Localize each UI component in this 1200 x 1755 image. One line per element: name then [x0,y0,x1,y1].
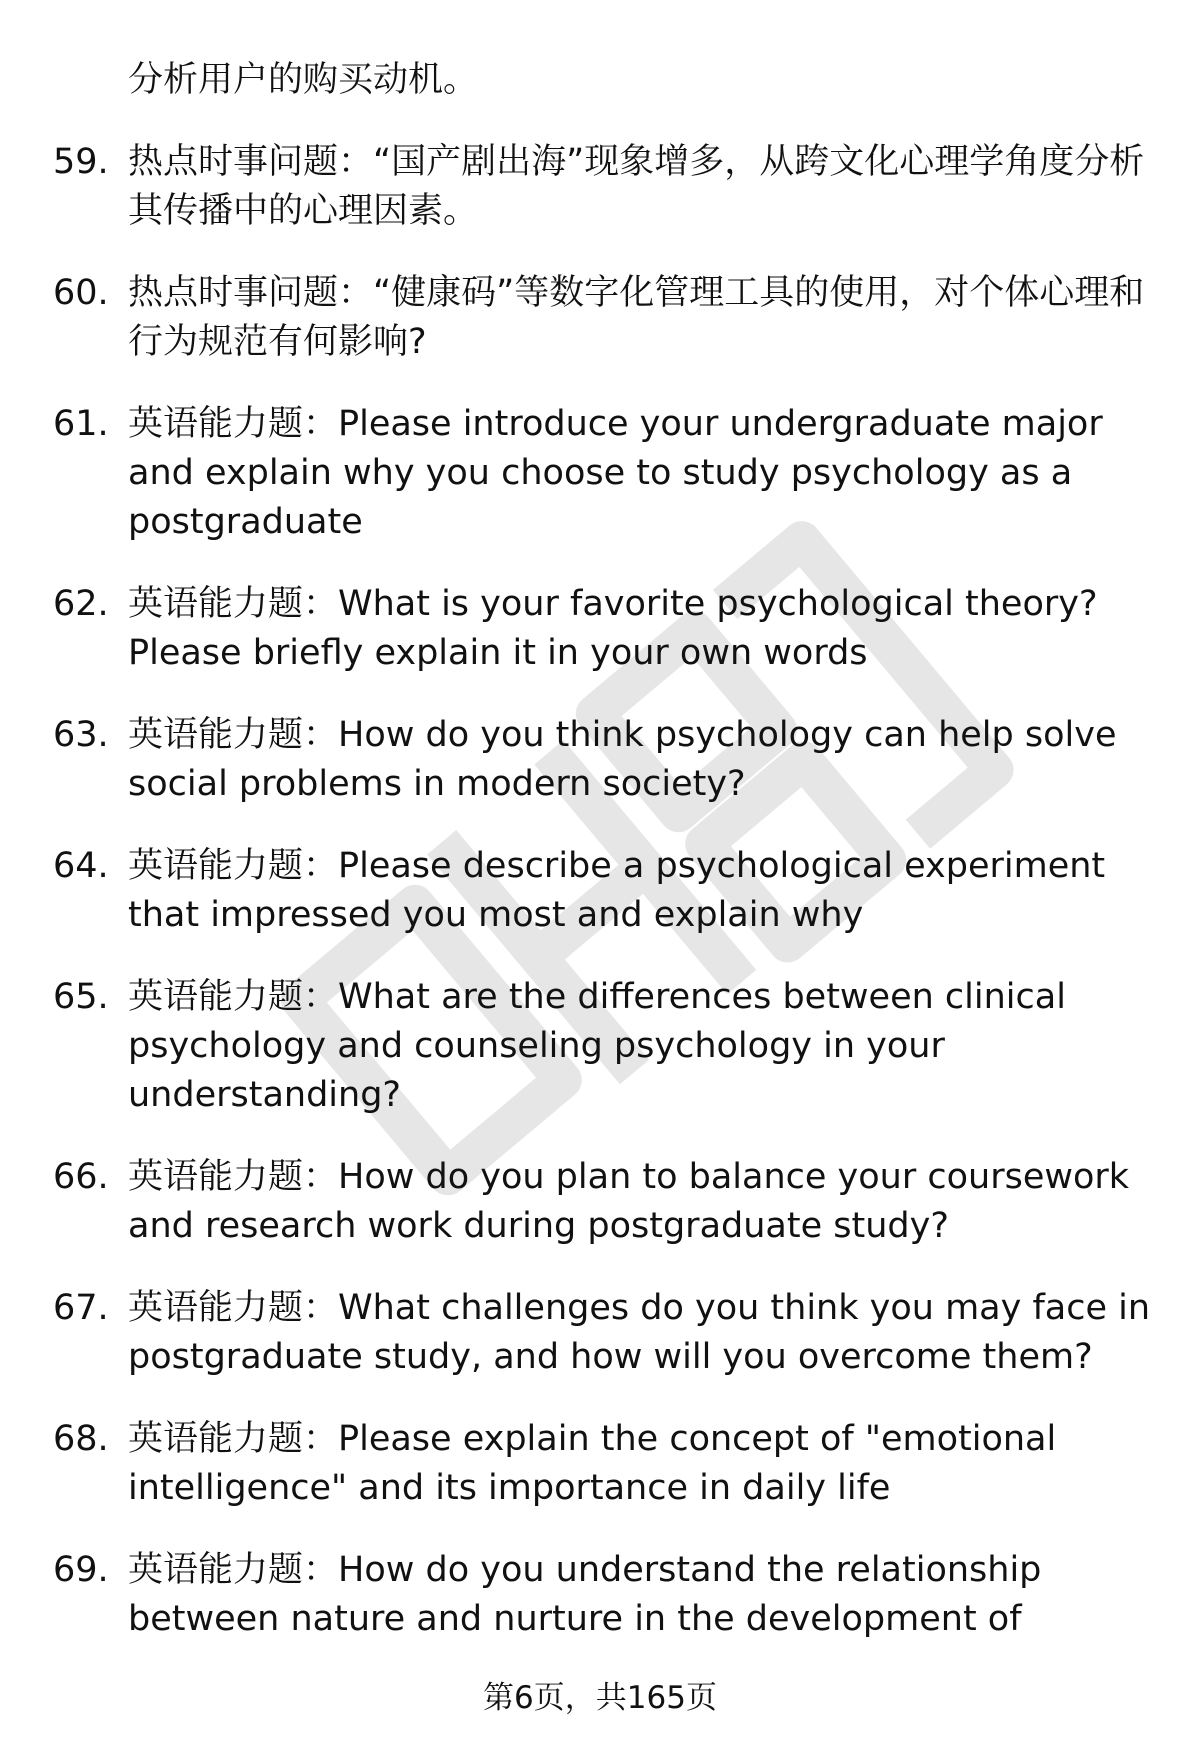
question-number: 61. [53,404,109,444]
question-text: 英语能力题：How do you think psychology can help solve social problems in modern society? [128,715,1117,804]
continuation-text: 分析用户的购买动机。 [128,60,479,100]
question-text: 英语能力题：Please introduce your undergraduate major and explain why you choose to study psychology as a postgraduate [128,404,1103,542]
question-text: 英语能力题：What are the differences between clinical psychology and counseling psychology in your understanding? [128,977,1066,1115]
question-text: 英语能力题：What challenges do you think you may face in postgraduate study, and how will you overcome them? [128,1288,1151,1377]
question-item [0,1284,1200,1382]
question-item [0,1546,1200,1644]
question-item [0,138,1200,236]
question-item [0,973,1200,1120]
question-number: 67. [53,1288,109,1328]
question-list [0,138,1200,1677]
question-text: 英语能力题：How do you plan to balance your coursework and research work during postgraduate study? [128,1157,1130,1246]
question-item [0,842,1200,940]
question-text: 英语能力题：How do you understand the relationship between nature and nurture in the development of [128,1550,1042,1639]
question-item [0,400,1200,547]
question-text: 热点时事问题：“健康码”等数字化管理工具的使用，对个体心理和行为规范有何影响? [128,273,1145,362]
question-number: 63. [53,715,109,755]
page-footer: 第6页，共165页 [483,1680,717,1716]
question-text: 热点时事问题：“国产剧出海”现象增多，从跨文化心理学角度分析其传播中的心理因素。 [128,142,1145,231]
question-number: 68. [53,1419,109,1459]
question-number: 59. [53,142,109,182]
question-number: 62. [53,584,109,624]
question-text: 英语能力题：Please explain the concept of "emotional intelligence" and its importance in daily life [128,1419,1057,1508]
question-number: 60. [53,273,109,313]
question-item [0,580,1200,678]
question-item [0,269,1200,367]
question-item [0,1153,1200,1251]
question-text: 英语能力题：Please describe a psychological experiment that impressed you most and explain why [128,846,1106,935]
question-number: 66. [53,1157,109,1197]
question-text: 英语能力题：What is your favorite psychological theory? Please briefly explain it in your own words [128,584,1098,673]
question-item [0,1415,1200,1513]
question-number: 65. [53,977,109,1017]
question-number: 69. [53,1550,109,1590]
question-item [0,711,1200,809]
question-number: 64. [53,846,109,886]
